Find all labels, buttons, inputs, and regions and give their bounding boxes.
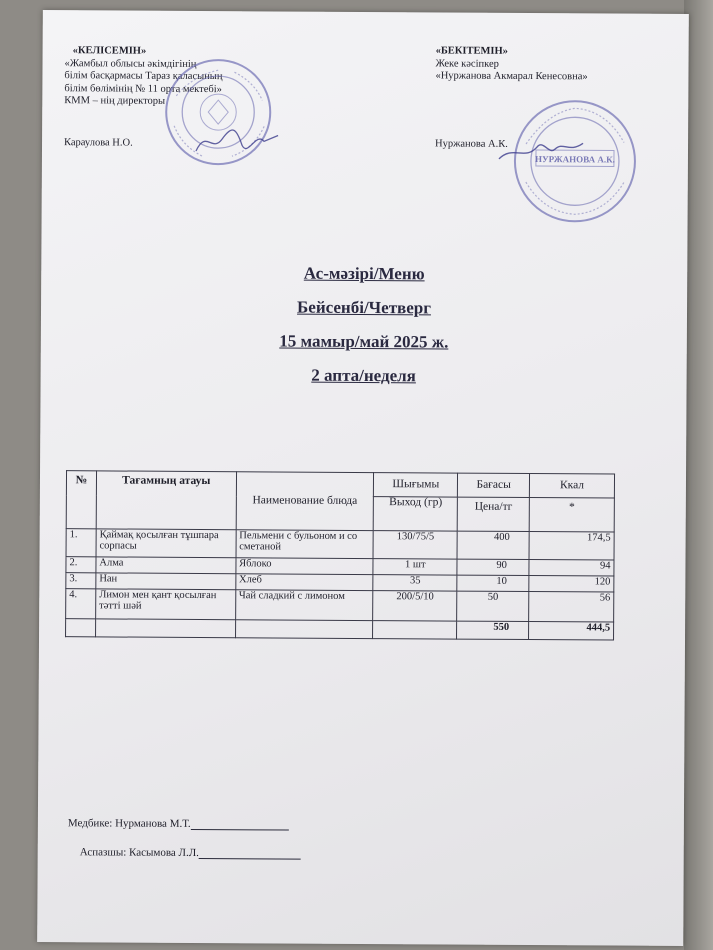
col-yield-ru-header: Выход (гр) bbox=[374, 497, 458, 532]
menu-table bbox=[65, 470, 615, 640]
total-price: 550 bbox=[457, 621, 529, 639]
col-yield-kz-header: Шығымы bbox=[374, 473, 458, 498]
row-price: 90 bbox=[457, 559, 529, 575]
col-number-header: № bbox=[66, 471, 96, 529]
total-empty-cell bbox=[66, 619, 96, 637]
row-kcal: 120 bbox=[529, 576, 614, 593]
row-kcal: 56 bbox=[529, 592, 614, 623]
table-row bbox=[66, 589, 614, 622]
table-row bbox=[66, 529, 614, 560]
row-number: 2. bbox=[66, 557, 96, 573]
agreed-line: білім басқармасы Тараз қаласының bbox=[64, 70, 223, 83]
menu-week: 2 апта/неделя bbox=[311, 365, 416, 386]
approved-line: «Нуржанова Акмарал Кенесовна» bbox=[435, 70, 588, 83]
col-kcal-header: Ккал bbox=[530, 474, 615, 499]
row-number: 1. bbox=[66, 529, 96, 557]
nurse-signature-blank bbox=[191, 818, 289, 831]
col-name-ru-header: Наименование блюда bbox=[236, 472, 374, 531]
row-yield: 35 bbox=[373, 575, 457, 592]
nurse-label: Медбике: Нурманова М.Т. bbox=[67, 817, 191, 830]
row-number: 3. bbox=[66, 573, 96, 589]
row-price: 10 bbox=[457, 575, 529, 591]
agreed-signatory: Караулова Н.О. bbox=[64, 137, 133, 149]
row-yield: 200/5/10 bbox=[373, 591, 457, 622]
background-wall bbox=[684, 0, 713, 950]
agreed-line: білім бөлімінің № 11 орта мектебі» bbox=[64, 82, 222, 95]
nurse-signature-line bbox=[68, 817, 289, 830]
row-yield: 130/75/5 bbox=[373, 531, 457, 560]
cook-signature-blank bbox=[199, 847, 301, 860]
signature-right bbox=[497, 131, 587, 172]
stamp-right-text: НУРЖАНОВА А.К. bbox=[534, 154, 615, 165]
row-name-kz: Алма bbox=[96, 557, 236, 574]
row-yield: 1 шт bbox=[373, 559, 457, 576]
table-header-row bbox=[66, 471, 614, 498]
table-total-row bbox=[66, 619, 614, 640]
row-name-ru: Хлеб bbox=[235, 574, 373, 591]
total-empty-cell bbox=[95, 619, 235, 638]
menu-day: Бейсенбі/Четверг bbox=[297, 297, 432, 318]
row-price: 50 bbox=[457, 591, 529, 621]
agreed-line: КММ – нің директоры bbox=[64, 95, 166, 107]
row-name-ru: Чай сладкий с лимоном bbox=[235, 590, 373, 621]
row-name-kz: Қаймақ қосылған тұшпара сорпасы bbox=[96, 529, 236, 558]
col-kcal-subheader: * bbox=[529, 498, 614, 533]
total-kcal: 444,5 bbox=[529, 622, 614, 641]
approved-signatory: Нуржанова А.К. bbox=[435, 138, 508, 150]
row-number: 4. bbox=[66, 589, 96, 619]
cook-signature-line bbox=[80, 846, 301, 859]
menu-date: 15 мамыр/май 2025 ж. bbox=[279, 331, 449, 352]
menu-title: Ас-мәзірі/Меню bbox=[303, 263, 425, 284]
menu-title-block bbox=[40, 262, 687, 402]
row-price: 400 bbox=[457, 531, 529, 559]
approved-line: Жеке кәсіпкер bbox=[435, 57, 499, 70]
total-empty-cell bbox=[235, 620, 373, 639]
col-price-kz-header: Бағасы bbox=[458, 473, 530, 497]
total-empty-cell bbox=[373, 621, 457, 640]
row-kcal: 174,5 bbox=[529, 532, 614, 561]
col-price-ru-header: Цена/тг bbox=[457, 497, 529, 531]
row-name-kz: Нан bbox=[96, 573, 236, 590]
row-name-ru: Яблоко bbox=[236, 558, 374, 575]
menu-document bbox=[37, 10, 689, 946]
approved-block bbox=[435, 45, 645, 84]
approved-title: «БЕКІТЕМІН» bbox=[435, 45, 508, 57]
cook-label: Аспазшы: Касымова Л.Л. bbox=[79, 846, 199, 860]
col-name-kz-header: Тағамның атауы bbox=[96, 471, 236, 530]
row-kcal: 94 bbox=[529, 560, 614, 577]
row-name-kz: Лимон мен қант қосылған тәтті шәй bbox=[96, 589, 236, 620]
agreed-line: «Жамбыл облысы әкімдігінің bbox=[64, 57, 197, 70]
row-name-ru: Пельмени с бульоном и со сметаной bbox=[236, 530, 374, 559]
signature-left bbox=[192, 121, 282, 162]
agreed-title: «КЕЛІСЕМІН» bbox=[72, 45, 147, 57]
